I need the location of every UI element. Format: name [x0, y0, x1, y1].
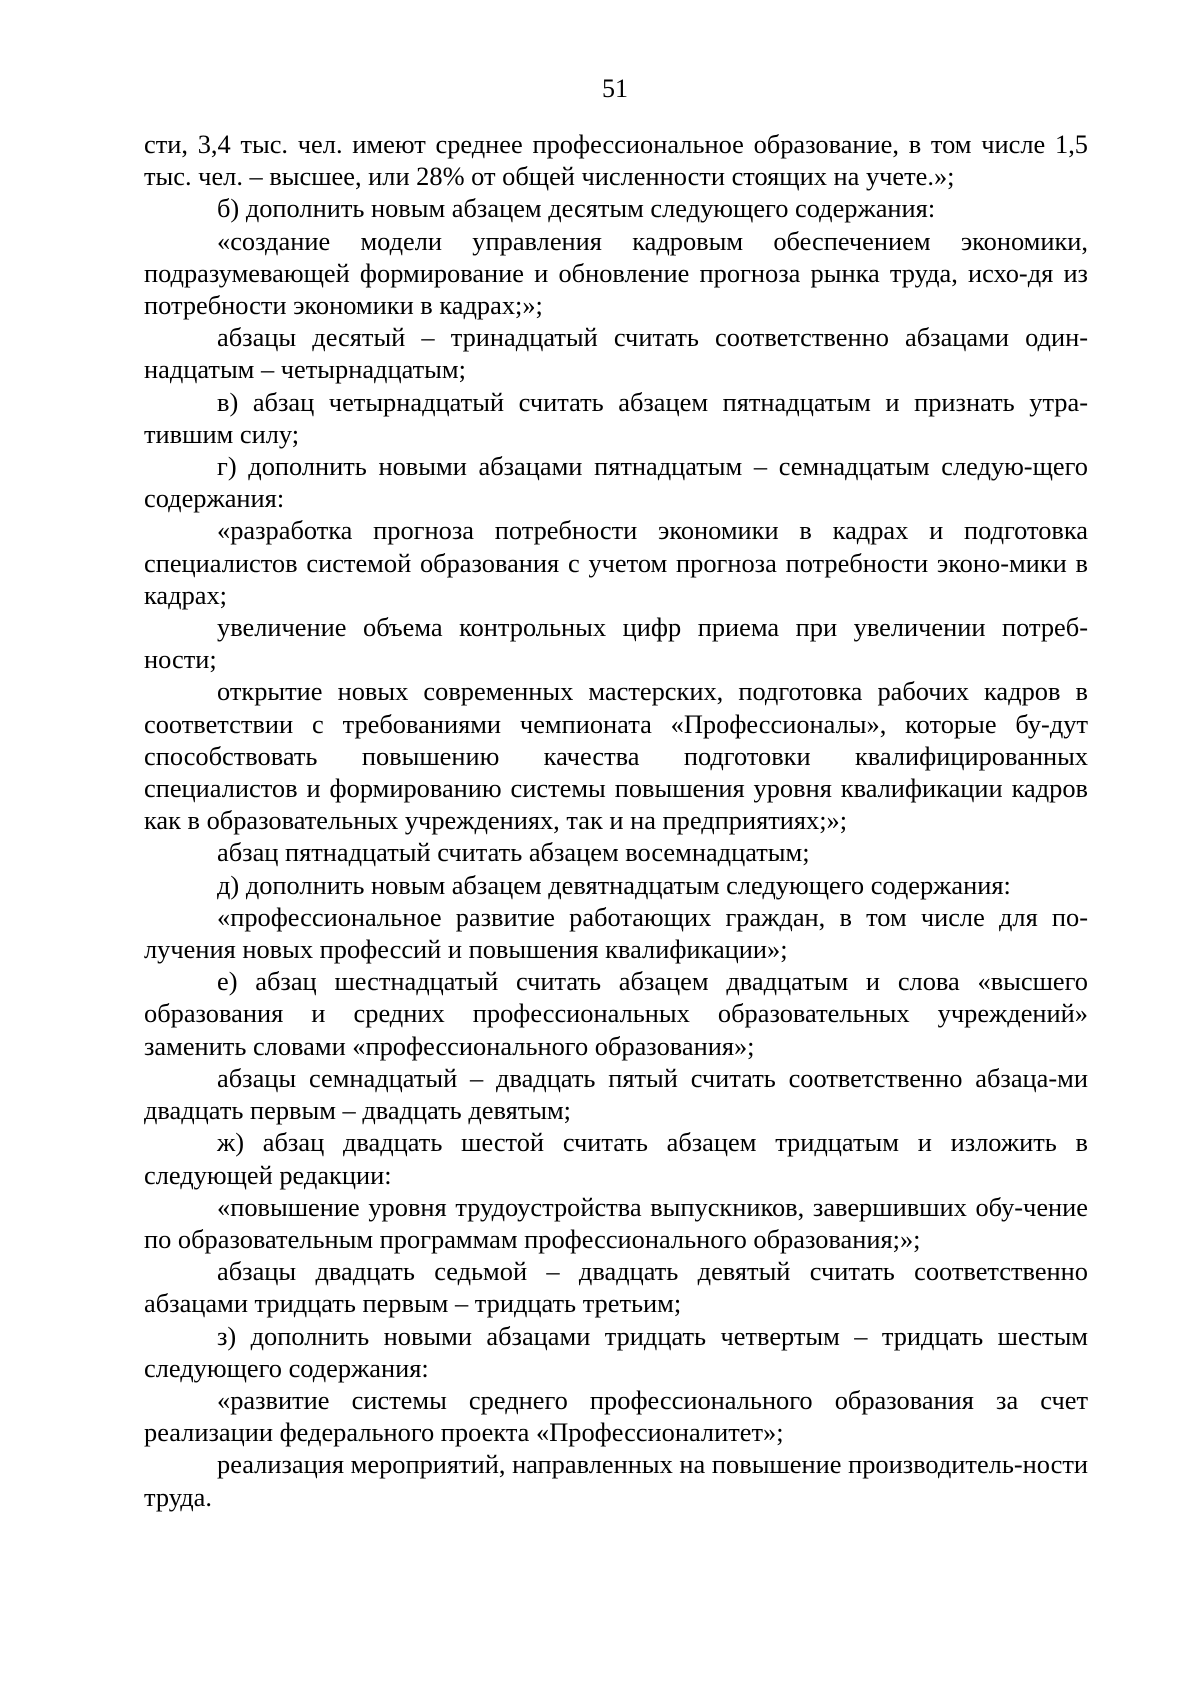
paragraph: б) дополнить новым абзацем десятым следующего содержания:: [217, 193, 936, 224]
paragraph: «повышение уровня трудоустройства выпускников, завершивших обу-чение по образовательным программам профессионального образования;»;: [144, 1191, 1088, 1254]
paragraph: «создание модели управления кадровым обеспечением экономики, подразумевающей формирование и обновление прогноза рынка труда, исхо-дя из потребности экономики в кадрах;»;: [144, 225, 1088, 321]
paragraph: в) абзац четырнадцатый считать абзацем пятнадцатым и признать утра-тившим силу;: [144, 386, 1088, 449]
paragraph: «развитие системы среднего профессионального образования за счет реализации федерального проекта «Профессионалитет»;: [144, 1384, 1088, 1448]
paragraph: абзац пятнадцатый считать абзацем восемнадцатым;: [217, 837, 810, 868]
paragraph: сти, 3,4 тыс. чел. имеют среднее профессиональное образование, в том числе 1,5 тыс. чел. – высшее, или 28% от общей численности стоящих на учете.»;: [144, 129, 1088, 192]
paragraph: открытие новых современных мастерских, подготовка рабочих кадров в соответствии с требованиями чемпионата «Профессионалы», которые бу-дут способствовать повышению качества подготовки квалифицированных специалистов и формированию системы повышения уровня квалификации кадров как в образовательных учреждениях, так и на предприятиях;»;: [144, 676, 1088, 836]
document-body: [144, 128, 1088, 1513]
paragraph: е) абзац шестнадцатый считать абзацем двадцатым и слова «высшего образования и средних профессиональных образовательных учреждений» заменить словами «профессионального образования»;: [144, 966, 1088, 1061]
paragraph: абзацы семнадцатый – двадцать пятый считать соответственно абзаца-ми двадцать первым – двадцать девятым;: [144, 1062, 1088, 1126]
paragraph: реализация мероприятий, направленных на повышение производитель-ности труда.: [144, 1449, 1088, 1512]
paragraph: ж) абзац двадцать шестой считать абзацем тридцатым и изложить в следующей редакции:: [144, 1127, 1088, 1190]
paragraph: з) дополнить новыми абзацами тридцать четвертым – тридцать шестым следующего содержания:: [144, 1320, 1088, 1383]
page-number: 51: [602, 74, 628, 103]
paragraph: абзацы двадцать седьмой – двадцать девятый считать соответственно абзацами тридцать первым – тридцать третьим;: [144, 1256, 1088, 1319]
paragraph: «профессиональное развитие работающих граждан, в том числе для по-лучения новых профессий и повышения квалификации»;: [144, 901, 1088, 965]
paragraph: «разработка прогноза потребности экономики в кадрах и подготовка специалистов системой образования с учетом прогноза потребности эконо-мики в кадрах;: [144, 515, 1088, 610]
paragraph: увеличение объема контрольных цифр приема при увеличении потреб-ности;: [144, 612, 1088, 675]
paragraph: абзацы десятый – тринадцатый считать соответственно абзацами один-надцатым – четырнадцатым;: [144, 322, 1088, 385]
paragraph: г) дополнить новыми абзацами пятнадцатым – семнадцатым следую-щего содержания:: [144, 451, 1088, 514]
paragraph: д) дополнить новым абзацем девятнадцатым следующего содержания:: [217, 869, 1011, 900]
